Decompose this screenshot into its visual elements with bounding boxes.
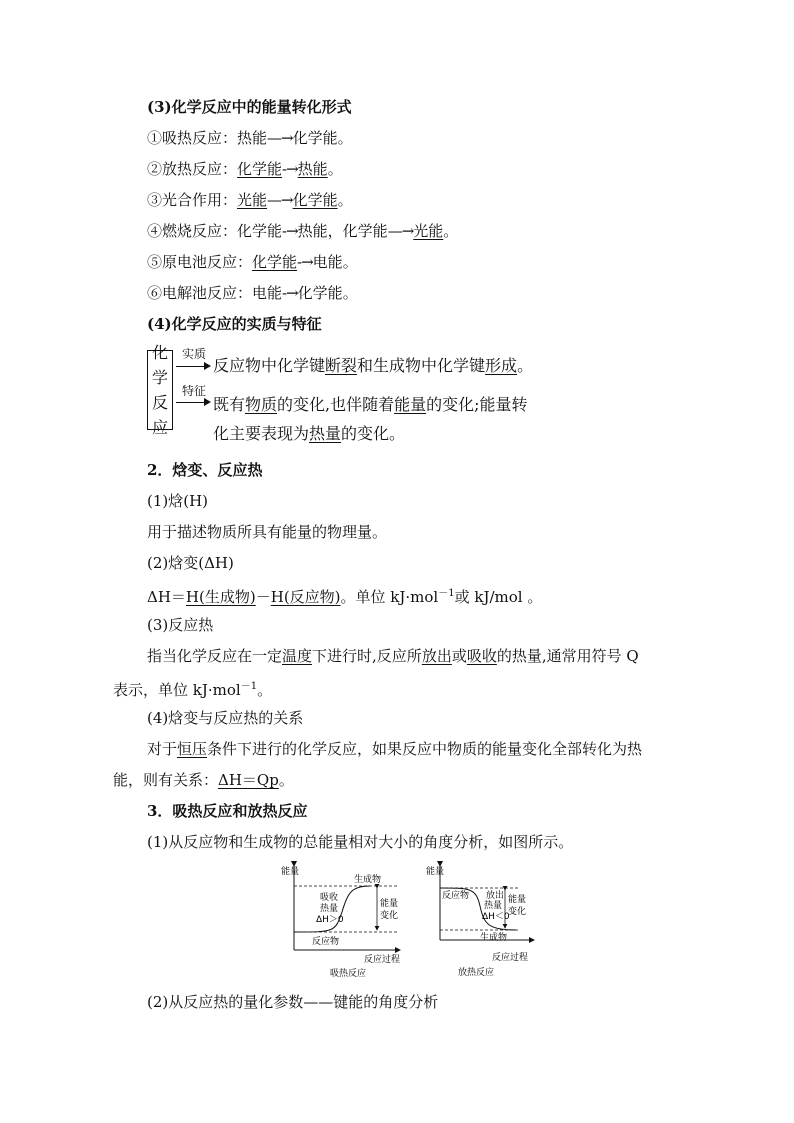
note: 热量: [320, 904, 339, 914]
text: 反应物中化学键: [213, 356, 326, 375]
section-title-endo-exo: 3．吸热反应和放热反应: [147, 802, 308, 820]
list-item: [147, 190, 353, 210]
text: 能，则有关系：: [113, 771, 219, 789]
arrow-head-icon: [204, 398, 211, 406]
text: 温度: [282, 647, 313, 665]
change-label: 变化: [508, 907, 527, 917]
text: ΔH＝Qp: [218, 771, 279, 789]
text: 。: [278, 771, 294, 789]
text: 对于: [147, 740, 178, 758]
note: 吸收: [320, 893, 339, 903]
text: 的热量,通常用符号 Q: [496, 647, 639, 665]
reactant-label: 反应物: [312, 937, 340, 947]
box-char: 学: [151, 368, 168, 387]
caption: 放热反应: [458, 968, 495, 978]
product-label: 生成物: [354, 875, 382, 885]
box-char: 应: [151, 418, 168, 437]
text: H(反应物): [270, 588, 341, 606]
feature-text-1: [213, 395, 528, 415]
arrow-line: [176, 402, 205, 403]
item-from: 光能: [237, 191, 268, 209]
text: 。: [257, 681, 273, 699]
note: ΔH＜0: [482, 912, 510, 922]
item-to: 化学能: [292, 191, 338, 209]
reaction-box: [147, 343, 173, 437]
arrow: —→: [387, 222, 414, 240]
arrow-head-icon: [204, 362, 211, 370]
punct: 。: [337, 191, 353, 209]
superscript: －1: [240, 681, 258, 692]
text: 化主要表现为: [213, 424, 310, 443]
item-to: 化学能: [297, 284, 343, 302]
list-item: [147, 221, 458, 241]
text: 放出: [421, 647, 452, 665]
text: 能量: [281, 867, 300, 877]
item-from: 化学能: [237, 222, 283, 240]
item-from: 化学能: [252, 253, 298, 271]
item-from: 电能: [252, 284, 283, 302]
punct: 。: [327, 160, 343, 178]
note: ΔH＞0: [316, 915, 344, 925]
arrow-line: [176, 366, 205, 367]
text: 。: [517, 356, 534, 375]
item-to-2: 光能: [413, 222, 444, 240]
change-label: 能量: [508, 895, 527, 905]
text: 能量: [394, 395, 427, 414]
note: 热量: [484, 901, 503, 911]
arrow: -→: [282, 222, 298, 240]
paragraph: (2)从反应热的量化参数——键能的角度分析: [147, 993, 439, 1011]
text: 和生成物中化学键: [357, 356, 486, 375]
arrow: -→: [282, 284, 298, 302]
section-title-enthalpy: 2．焓变、反应热: [147, 461, 263, 479]
text: 条件下进行的化学反应，如果反应中物质的能量变化全部转化为热: [207, 740, 643, 758]
item-number: ⑥电解池反应：: [147, 284, 253, 302]
subheading-enthalpy: (1)焓(H): [147, 492, 209, 510]
list-item: [147, 128, 353, 148]
arrow: —→: [267, 191, 293, 209]
y-label: [281, 865, 299, 877]
text: 指当化学反应在一定: [147, 647, 283, 665]
change-label: 能量: [380, 899, 399, 909]
paragraph: [113, 770, 294, 790]
text: 下进行时,反应所: [312, 647, 422, 665]
punct: 。: [342, 284, 358, 302]
text: ΔH＝: [147, 588, 186, 606]
arrow: -→: [282, 160, 298, 178]
subheading-relation: (4)焓变与反应热的关系: [147, 709, 304, 727]
item-number: ③光合作用：: [147, 191, 238, 209]
text: 物质: [245, 395, 278, 414]
text: 表示，单位 kJ·mol: [113, 681, 241, 699]
arrow-label-essence: 实质: [182, 347, 207, 361]
x-label: 反应过程: [364, 955, 401, 965]
superscript: －1: [438, 588, 455, 599]
item-to: 电能: [312, 253, 343, 271]
item-number: ④燃烧反应：: [147, 222, 238, 240]
text: H(生成物): [185, 588, 256, 606]
item-number: ②放热反应：: [147, 160, 238, 178]
item-number: ①吸热反应：: [147, 129, 238, 147]
y-label: 能量: [426, 867, 445, 877]
feature-text-2: [213, 424, 405, 444]
note: 放出: [486, 891, 505, 901]
reactant-label: 反应物: [442, 891, 470, 901]
text: 的变化,也伴随着: [277, 395, 395, 414]
item-number: ⑤原电池反应：: [147, 253, 253, 271]
exothermic-diagram: [426, 865, 534, 978]
section-heading-energy-forms: (3)化学反应中的能量转化形式: [147, 98, 352, 116]
list-item: [147, 283, 358, 303]
text: 热量: [309, 424, 342, 443]
item-from: 热能: [237, 129, 268, 147]
text: 恒压: [177, 740, 208, 758]
paragraph: [113, 677, 272, 700]
section-heading-essence: (4)化学反应的实质与特征: [147, 315, 322, 333]
text: 或 kJ/mol 。: [454, 588, 543, 606]
essence-text: [213, 356, 533, 376]
item-to: 热能: [297, 160, 328, 178]
box-char: 化: [151, 343, 168, 362]
text: 断裂: [325, 356, 358, 375]
punct: 。: [443, 222, 459, 240]
punct: 。: [342, 253, 358, 271]
arrow-label-feature: 特征: [182, 384, 207, 398]
arrow: —→: [267, 129, 293, 147]
text: 的变化;能量转: [426, 395, 528, 414]
item-to: 热能，化学能: [297, 222, 388, 240]
x-label: 反应过程: [492, 953, 529, 963]
subheading-enthalpy-change: (2)焓变(ΔH): [147, 554, 234, 572]
list-item: [147, 159, 343, 179]
paragraph: [147, 739, 642, 759]
item-from: 化学能: [237, 160, 283, 178]
text: 吸收: [466, 647, 497, 665]
text: 。单位 kJ·mol: [340, 588, 439, 606]
endothermic-diagram: [281, 865, 400, 979]
list-item: [147, 252, 358, 272]
box-char: 反: [151, 393, 168, 412]
punct: 。: [337, 129, 353, 147]
text: －: [255, 588, 271, 606]
paragraph: 用于描述物质所具有能量的物理量。: [147, 523, 388, 541]
arrow: -→: [297, 253, 313, 271]
caption: 吸热反应: [330, 969, 367, 979]
text: 或: [451, 647, 467, 665]
paragraph: (1)从反应物和生成物的总能量相对大小的角度分析，如图所示。: [147, 833, 574, 851]
item-to: 化学能: [292, 129, 338, 147]
text: 的变化。: [341, 424, 406, 443]
formula-line: [147, 584, 542, 607]
text: 既有: [213, 395, 246, 414]
paragraph: [147, 646, 639, 666]
product-label: 生成物: [480, 933, 508, 943]
text: 形成: [485, 356, 518, 375]
subheading-reaction-heat: (3)反应热: [147, 616, 214, 634]
energy-diagrams: [280, 860, 540, 980]
change-label: 变化: [380, 911, 399, 921]
